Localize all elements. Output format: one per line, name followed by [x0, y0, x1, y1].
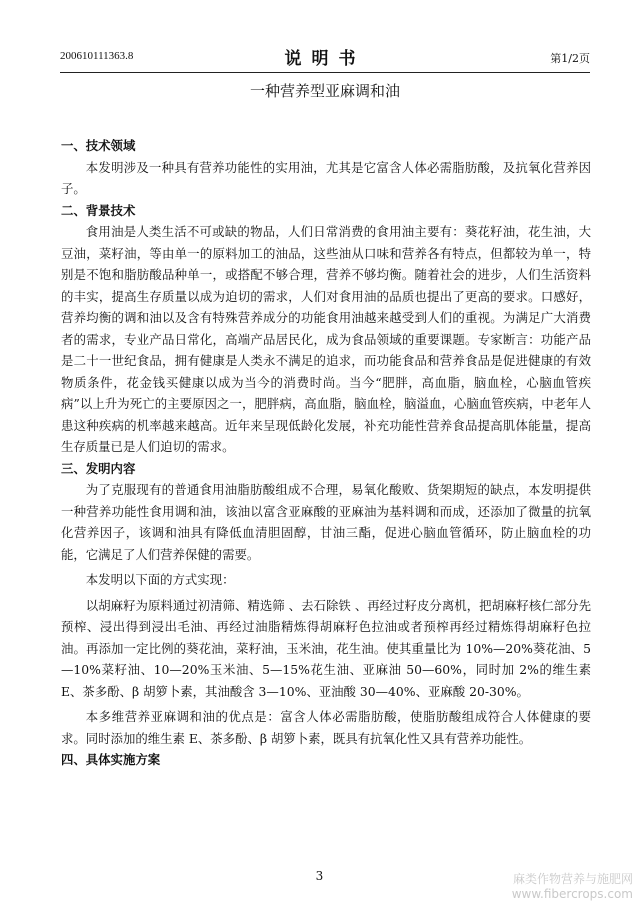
paragraph: 本发明涉及一种具有营养功能性的实用油，尤其是它富含人体必需脂肪酸，及抗氧化营养因子。	[61, 159, 591, 196]
page-number: 3	[315, 869, 324, 883]
application-number: 200610111363.8	[60, 50, 134, 62]
watermark-site-name: 麻类作物营养与施肥网	[512, 872, 633, 886]
paragraph: 本发明以下面的方式实现：	[85, 572, 235, 587]
section-heading-embodiment: 四、具体实施方案	[61, 752, 161, 767]
section-heading-invention-content: 三、发明内容	[61, 460, 136, 476]
page-indicator: 第1/2页	[550, 52, 590, 65]
header-divider	[60, 72, 590, 73]
document-body	[61, 135, 591, 771]
document-title: 一种营养型亚麻调和油	[249, 82, 400, 100]
document-type-title: 说明书	[284, 49, 366, 69]
paragraph: 本多维营养亚麻调和油的优点是：富含人体必需脂肪酸，使脂肪酸组成符合人体健康的要求。同时添加的维生素 E、茶多酚、β 胡箩卜素，既具有抗氧化性又具有营养功能性。	[61, 709, 591, 746]
document-header	[60, 44, 590, 70]
paragraph: 为了克服现有的普通食用油脂肪酸组成不合理，易氧化酸败、货架期短的缺点，本发明提供一种营养功能性食用调和油，该油以富含亚麻酸的亚麻油为基料调和而成，还添加了微量的抗氧化营养因子，该调和油具有降低血清胆固醇，甘油三酯，促进心脑血管循环，防止脑血栓的功能，它满足了人们营养保健的需要。	[61, 482, 591, 562]
watermark-url: www.fibercrops.com	[511, 887, 633, 901]
watermark	[512, 872, 633, 902]
paragraph: 以胡麻籽为原料通过初清筛、精选筛 、去石除铁 、再经过籽皮分离机，把胡麻籽核仁部分先预榨、浸出得到浸出毛油、再经过油脂精炼得胡麻籽色拉油或者预榨再经过精炼得胡麻籽色拉油。再添加一定比例的葵花油，菜籽油，玉米油，花生油。使其重量比为 10%—20%葵花油、5—10%菜籽油、10—20%玉米油、5—15%花生油、亚麻油 50—60%，同时加 2%的维生素 E、茶多酚、β 胡箩卜素，其油酸含 3—10%、亚油酸 30—40%、亚麻酸 20-30%。	[61, 597, 591, 699]
section-heading-technical-field: 一、技术领域	[61, 138, 136, 153]
section-heading-background: 二、背景技术	[61, 202, 136, 218]
paragraph: 食用油是人类生活不可或缺的物品，人们日常消费的食用油主要有：葵花籽油，花生油，大豆油，菜籽油，等由单一的原料加工的油品，这些油从口味和营养各有特点，但都较为单一，特别是不饱和脂肪酸品种单一，或搭配不够合理，营养不够均衡。随着社会的进步，人们生活资料的丰实，提高生存质量以成为迫切的需求，人们对食用油的品质也提出了更高的要求。口感好，营养均衡的调和油以及含有特殊营养成分的功能食用油越来越受到人们的重视。为满足广大消费者的需求，专业产品日常化，高端产品居民化，成为食品领域的重要课题。专家断言：功能产品是二十一世纪食品，拥有健康是人类永不满足的追求，而功能食品和营养食品是促进健康的有效物质条件，花金钱买健康以成为当今的消费时尚。当今“肥胖，高血脂，脑血栓，心脑血管疾病”以上升为死亡的主要原因之一，肥胖病，高血脂，脑血栓，脑溢血，心脑血管疾病，中老年人患这种疾病的机率越来越高。近年来呈现低龄化发展，补充功能性营养食品提高肌体能量，提高生存质量已是人们迫切的需求。	[61, 224, 591, 454]
